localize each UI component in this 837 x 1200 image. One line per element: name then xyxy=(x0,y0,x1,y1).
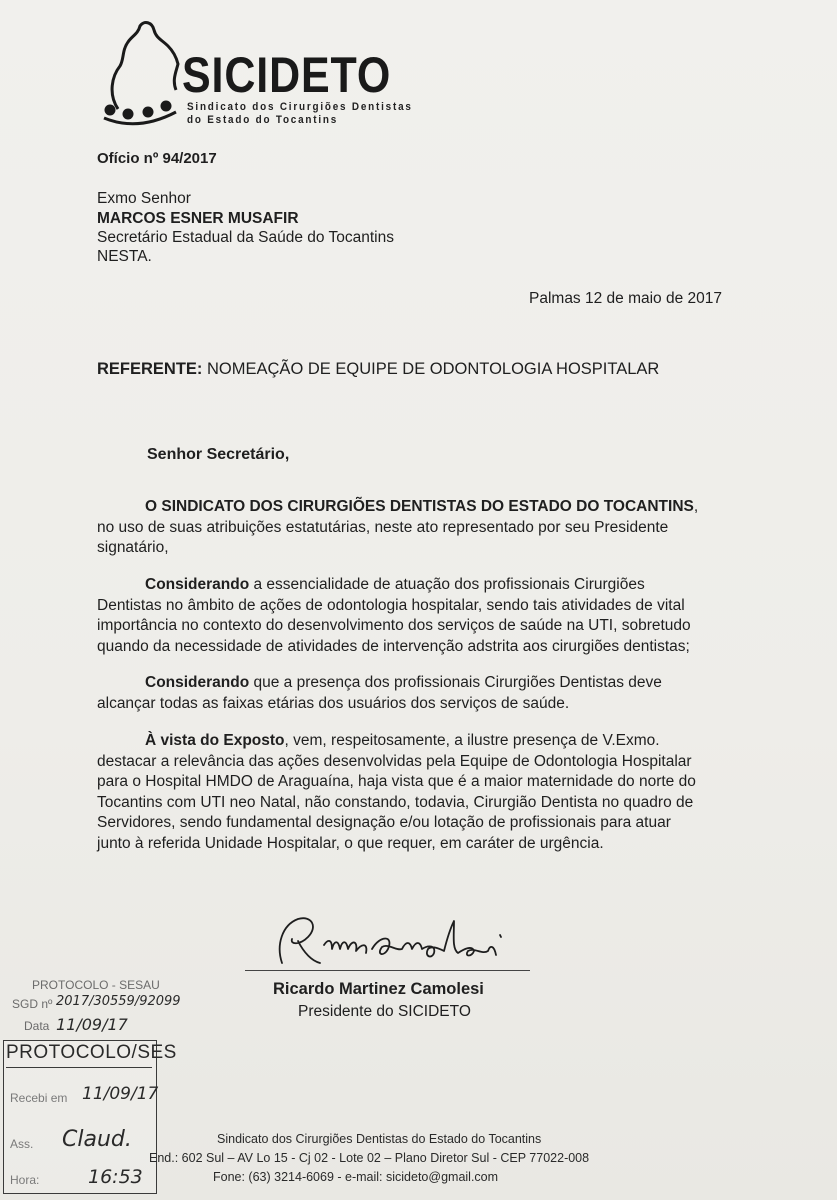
greeting: Senhor Secretário, xyxy=(147,446,290,463)
paragraph-2 xyxy=(97,575,757,657)
paragraph-4-line-1-rest: , vem, respeitosamente, a ilustre presença de V.Exmo. xyxy=(284,732,660,749)
tocantins-map-logo-icon xyxy=(98,14,190,126)
footer-line-1: Sindicato dos Cirurgiões Dentistas do Estado do Tocantins xyxy=(217,1132,542,1146)
paragraph-3-line-2: alcançar todas as faixas etárias dos usuários dos serviços de saúde. xyxy=(97,694,570,712)
protocol-ses-stamp xyxy=(3,1040,177,1194)
ses-stamp-title: PROTOCOLO/SES xyxy=(6,1042,152,1068)
signer-title: Presidente do SICIDETO xyxy=(298,1003,471,1020)
signer-name: Ricardo Martinez Camolesi xyxy=(273,980,484,998)
sesau-sgd-value: 2017/30559/92099 xyxy=(56,994,181,1009)
ses-received-label: Recebi em xyxy=(10,1091,68,1105)
paragraph-2-line-2: Dentistas no âmbito de ações de odontologia hospitalar, sendo tais atividades de vital xyxy=(97,596,685,614)
subject-line xyxy=(97,360,659,380)
paragraph-2-line-3: importância no contexto do desenvolvimento dos serviços de saúde na UTI, sobretudo xyxy=(97,617,691,634)
letterhead-subtitle-line2: do Estado do Tocantins xyxy=(187,114,339,126)
sesau-date-value: 11/09/17 xyxy=(56,1015,128,1034)
protocol-sesau-stamp xyxy=(10,975,200,1040)
subject-label: REFERENTE: xyxy=(97,360,203,378)
ses-time-label: Hora: xyxy=(10,1173,40,1187)
paragraph-1-bold: O SINDICATO DOS CIRURGIÕES DENTISTAS DO ESTADO DO TOCANTINS xyxy=(145,498,694,515)
paragraph-4-line-4: Tocantins com UTI neo Natal, não constando, todavia, Cirurgião Dentista no quadro de xyxy=(97,793,694,811)
paragraph-3-line-1-rest: que a presença dos profissionais Cirurgiões Dentistas deve xyxy=(249,674,662,691)
paragraph-3-bold: Considerando xyxy=(145,674,250,691)
paragraph-1-line-3: signatário, xyxy=(97,539,169,556)
date-line: Palmas 12 de maio de 2017 xyxy=(529,290,723,307)
letterhead-title: SICIDETO xyxy=(182,47,392,103)
paragraph-2-line-1-rest: a essencialidade de atuação dos profissionais Cirurgiões xyxy=(249,576,645,593)
paragraph-4 xyxy=(97,731,757,854)
ses-received-value: 11/09/17 xyxy=(82,1084,159,1104)
paragraph-4-line-5: Servidores, sendo fundamental designação e/ou lotação de profissionais para atuar xyxy=(97,814,671,831)
handwritten-signature xyxy=(268,905,518,975)
paragraph-4-bold: À vista do Exposto xyxy=(145,732,285,749)
paragraph-1-comma: , xyxy=(693,498,699,515)
paragraph-2-line-1 xyxy=(97,575,757,596)
addressee-name: MARCOS ESNER MUSAFIR xyxy=(97,210,299,227)
sesau-stamp-title: PROTOCOLO - SESAU xyxy=(32,978,160,992)
paragraph-3-line-1 xyxy=(97,673,757,694)
sesau-sgd-label: SGD nº xyxy=(12,997,53,1011)
paragraph-4-line-1 xyxy=(97,731,757,752)
ses-signature-label: Ass. xyxy=(10,1137,34,1151)
sesau-date-label: Data xyxy=(24,1019,50,1033)
paragraph-1-line-2: no uso de suas atribuições estatutárias, neste ato representado por seu Presidente xyxy=(97,518,669,536)
ses-signature-value: Claud. xyxy=(62,1127,132,1152)
footer-line-3: Fone: (63) 3214-6069 - e-mail: sicideto@gmail.com xyxy=(213,1170,499,1184)
signature-line xyxy=(245,970,530,971)
paragraph-4-line-2: destacar a relevância das ações desenvolvidas pela Equipe de Odontologia Hospitalar xyxy=(97,752,692,770)
paragraph-4-line-3: para o Hospital HMDO de Araguaína, haja vista que é a maior maternidade do norte do xyxy=(97,773,696,790)
paragraph-2-bold: Considerando xyxy=(145,576,250,593)
paragraph-1 xyxy=(97,497,757,559)
footer-line-2: End.: 602 Sul – AV Lo 15 - Cj 02 - Lote 02 – Plano Diretor Sul - CEP 77022-008 xyxy=(149,1151,590,1165)
paragraph-2-line-4: quando da necessidade de atividades de intervenção adstrita aos cirurgiões dentistas; xyxy=(97,637,690,655)
oficio-number: Ofício nº 94/2017 xyxy=(97,150,217,167)
letterhead-subtitle-line1: Sindicato dos Cirurgiões Dentistas xyxy=(187,101,413,113)
addressee-nesta: NESTA. xyxy=(97,248,152,265)
paragraph-4-line-6: junto à referida Unidade Hospitalar, o que requer, em caráter de urgência. xyxy=(97,834,604,852)
subject-text: NOMEAÇÃO DE EQUIPE DE ODONTOLOGIA HOSPITALAR xyxy=(207,360,660,378)
addressee-role: Secretário Estadual da Saúde do Tocantins xyxy=(97,229,394,246)
paragraph-1-line-1 xyxy=(97,497,757,518)
ses-time-value: 16:53 xyxy=(88,1166,143,1188)
addressee-salutation: Exmo Senhor xyxy=(97,190,191,207)
paragraph-3 xyxy=(97,673,757,714)
